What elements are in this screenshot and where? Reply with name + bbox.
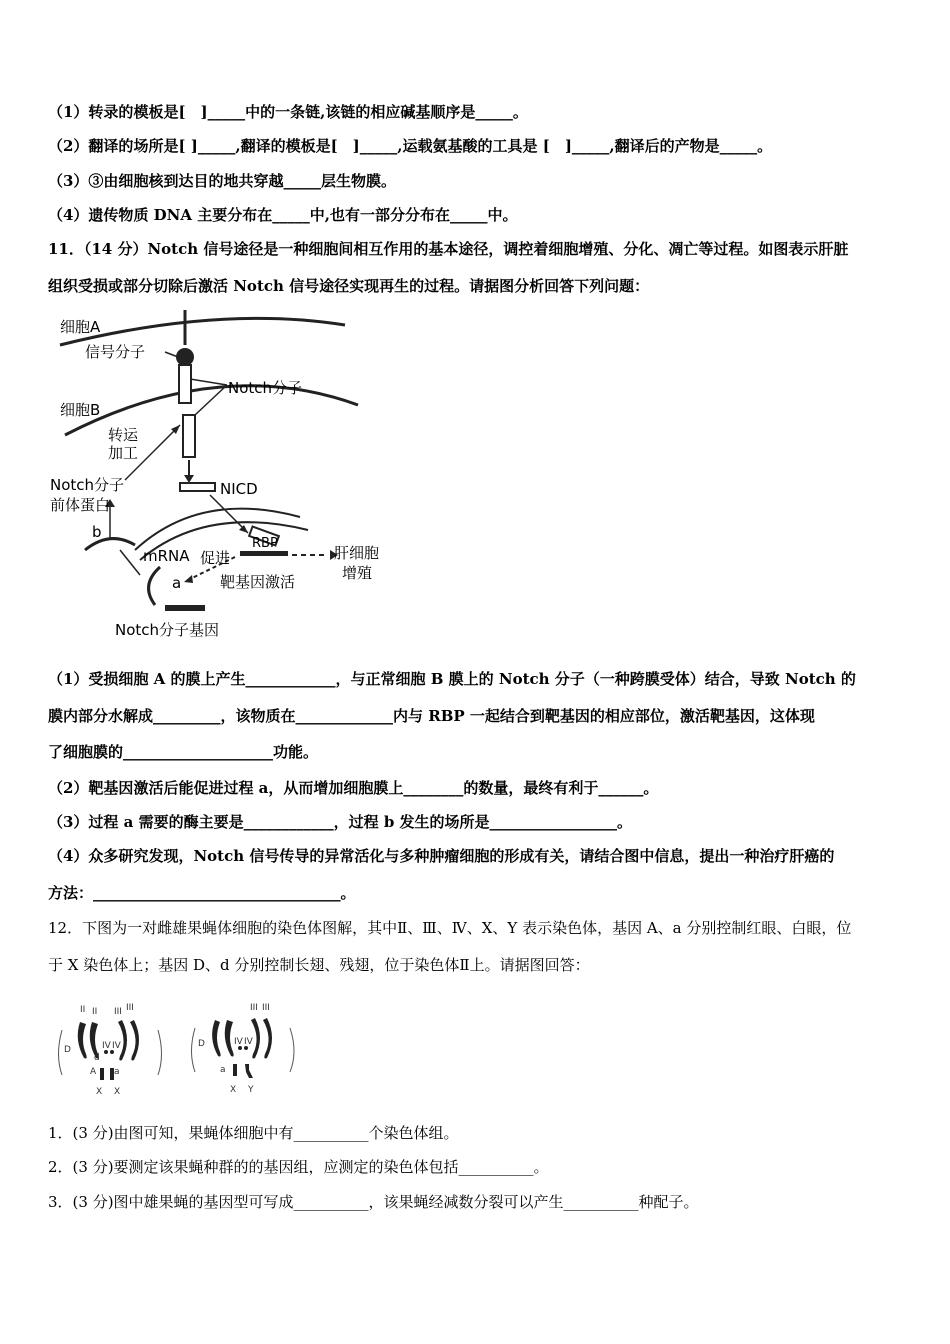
label-precursor-1: Notch分子 — [50, 476, 125, 494]
nicd-shape — [180, 483, 215, 491]
label-mrna: mRNA — [143, 547, 190, 565]
q11-intro-1-text: 11．（14 分）Notch 信号途径是一种细胞间相互作用的基本途径，调控着细胞增殖、分化、凋亡等过程。如图表示肝脏 — [48, 240, 849, 258]
fig-female-X-1: X — [96, 1087, 103, 1097]
q11-sub-4b: 方法：_________________________________。 — [48, 884, 356, 902]
fig-female-III-2: III — [126, 1003, 134, 1013]
fig-female-II-1: II — [80, 1005, 86, 1015]
fig-male-III-1: III — [250, 1003, 258, 1013]
cell-a-membrane — [60, 318, 345, 345]
fig-female-D: D — [64, 1045, 71, 1055]
label-rbp: RBP — [252, 536, 278, 551]
fig-female-X-2: X — [114, 1087, 121, 1097]
q11-sub-1a: （1）受损细胞 A 的膜上产生____________，与正常细胞 B 膜上的 Notch 分子（一种跨膜受体）结合，导致 Notch 的 — [48, 670, 856, 688]
fig-male-Y: Y — [248, 1085, 254, 1095]
label-nicd: NICD — [220, 480, 258, 498]
fig-male-a: a — [220, 1065, 226, 1075]
notch-gene-shape — [165, 605, 205, 611]
label-notch-gene: Notch分子基因 — [115, 621, 220, 639]
fig-female-II-2: II — [92, 1007, 98, 1017]
label-liver-1: 肝细胞 — [334, 544, 380, 562]
fig-male-D: D — [198, 1039, 205, 1049]
q12-sub-3: 3．(3 分)图中雄果蝇的基因型可写成__________，该果蝇经减数分裂可以产生__________种配子。 — [48, 1193, 699, 1211]
fig-male-X: X — [230, 1085, 237, 1095]
label-cell-b: 细胞B — [60, 401, 101, 419]
fig-female-d: d — [94, 1053, 100, 1063]
fig-female-III-1: III — [114, 1007, 122, 1017]
notch-receptor-top — [179, 365, 191, 403]
fig-male-IV: IV — [234, 1037, 243, 1047]
label-process: 加工 — [108, 444, 139, 462]
label-notch-molecule: Notch分子 — [228, 379, 303, 397]
fig-female-IV-2: IV — [112, 1041, 121, 1051]
q11-intro-1 — [48, 239, 848, 259]
label-precursor-2: 前体蛋白 — [50, 496, 111, 514]
label-promote: 促进 — [200, 549, 231, 567]
signal-molecule-shape — [176, 348, 194, 366]
label-a: a — [172, 574, 182, 592]
notch-pathway-figure — [40, 305, 410, 645]
q11-intro-2: 组织受损或部分切除后激活 Notch 信号途径实现再生的过程。请据图分析回答下列问题： — [48, 277, 650, 295]
q12-sub-1: 1．(3 分)由图可知，果蝇体细胞中有__________个染色体组。 — [48, 1124, 459, 1142]
label-signal-molecule: 信号分子 — [85, 343, 146, 361]
q10-line-1: （1）转录的模板是[ ]_____中的一条链,该链的相应碱基顺序是_____。 — [48, 103, 528, 121]
label-transport: 转运 — [108, 426, 139, 444]
fig-female-IV: IV — [102, 1041, 111, 1051]
q10-line-4: （4）遗传物质 DNA 主要分布在_____中,也有一部分分布在_____中。 — [48, 206, 518, 224]
q11-sub-1b: 膜内部分水解成_________，该物质在_____________内与 RBP 一起结合到靶基因的相应部位，激活靶基因，这体现 — [48, 707, 815, 725]
notch-receptor-bottom — [183, 415, 195, 457]
q12-sub-2: 2．(3 分)要测定该果蝇种群的的基因组，应测定的染色体包括__________。 — [48, 1158, 549, 1176]
label-b: b — [92, 523, 102, 541]
fig-male-III-2: III — [262, 1003, 270, 1013]
q12-intro-1: 12．下图为一对雌雄果蝇体细胞的染色体图解，其中Ⅱ、Ⅲ、Ⅳ、X、Y 表示染色体，基因 A、a 分别控制红眼、白眼，位 — [48, 919, 852, 937]
label-liver-2: 增殖 — [342, 564, 373, 582]
q11-sub-4a: （4）众多研究发现，Notch 信号传导的异常活化与多种肿瘤细胞的形成有关，请结合图中信息，提出一种治疗肝癌的 — [48, 847, 835, 865]
q11-sub-3: （3）过程 a 需要的酶主要是____________，过程 b 发生的场所是_________________。 — [48, 813, 633, 831]
label-cell-a: 细胞A — [60, 318, 101, 336]
q11-sub-2: （2）靶基因激活后能促进过程 a，从而增加细胞膜上________的数量，最终有利于______。 — [48, 779, 659, 797]
q10-line-3: （3）③由细胞核到达目的地共穿越_____层生物膜。 — [48, 172, 396, 190]
label-target-gene: 靶基因激活 — [220, 573, 296, 591]
drosophila-chromosome-figure — [50, 1000, 310, 1100]
fig-male-IV-2: IV — [244, 1037, 253, 1047]
fig-female-a: a — [114, 1067, 120, 1077]
fig-female-A: A — [90, 1067, 97, 1077]
q10-line-2: （2）翻译的场所是[ ]_____,翻译的模板是[ ]_____,运载氨基酸的工具是 [ ]_____,翻译后的产物是_____。 — [48, 137, 773, 155]
q12-intro-2: 于 X 染色体上；基因 D、d 分别控制长翅、残翅，位于染色体Ⅱ上。请据图回答： — [48, 956, 590, 974]
q11-sub-1c: 了细胞膜的____________________功能。 — [48, 743, 319, 761]
